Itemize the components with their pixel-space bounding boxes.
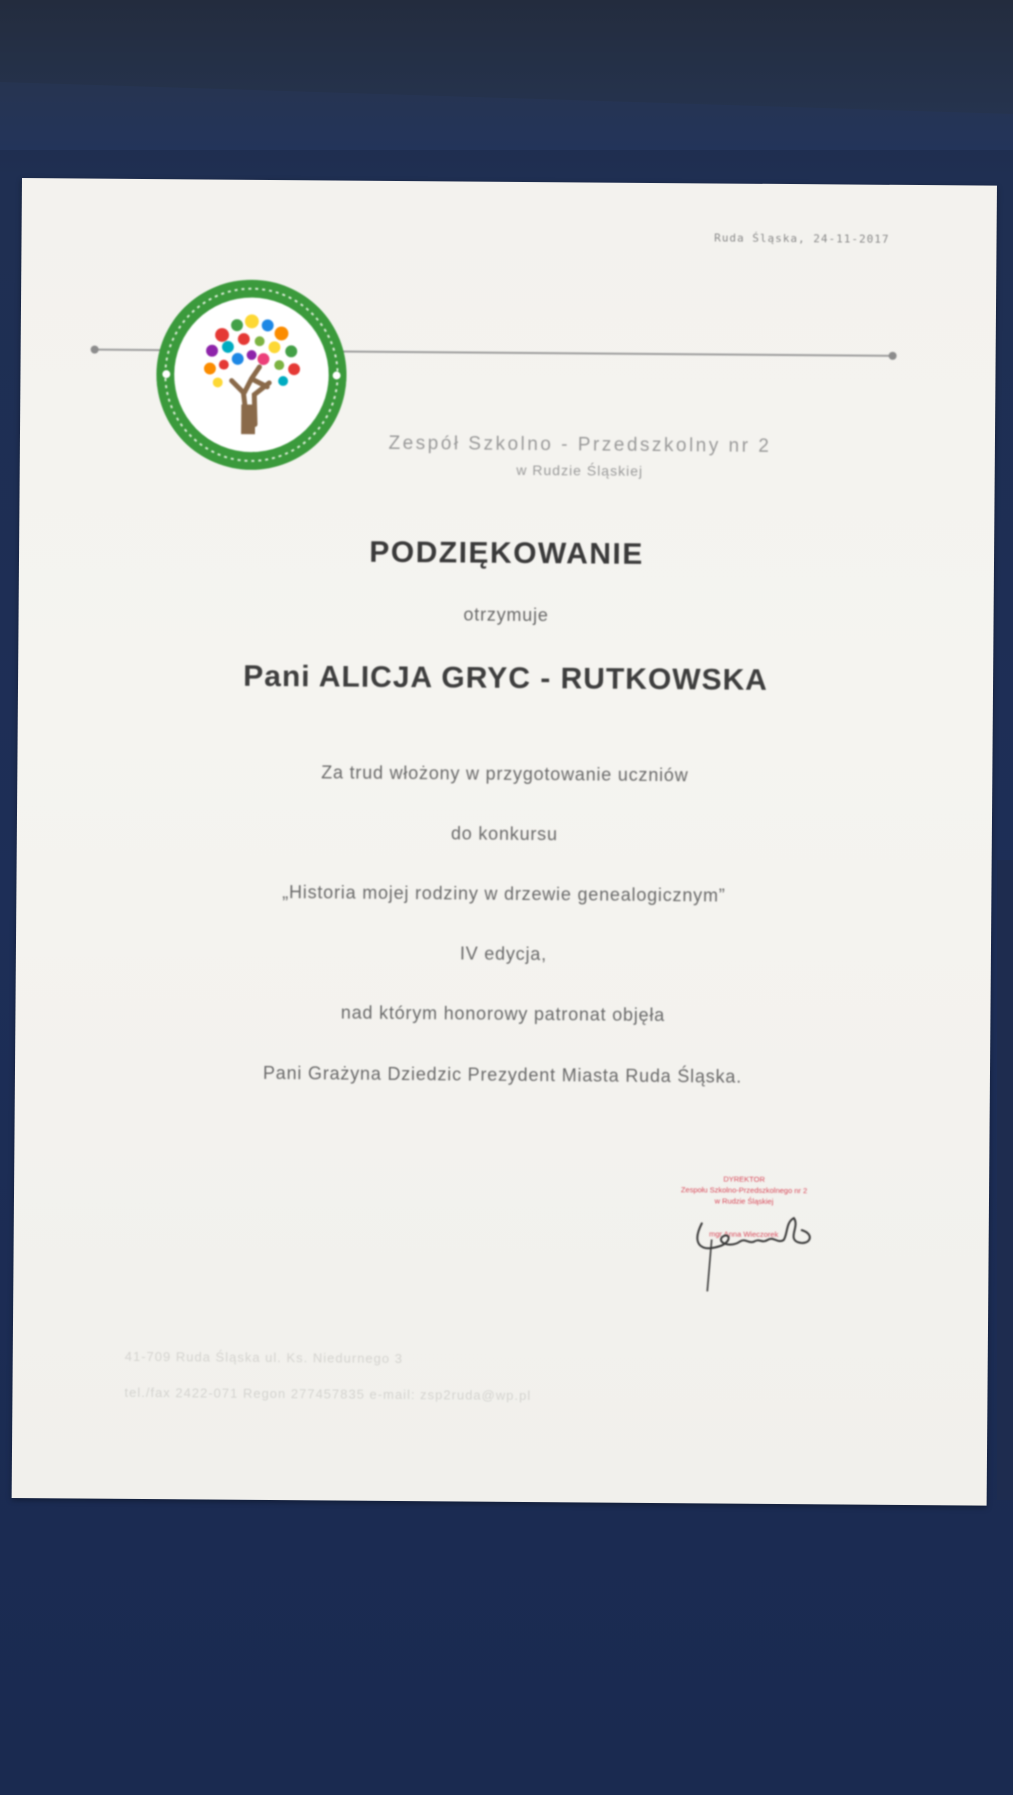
body-line: nad którym honorowy patronat objęła: [340, 1002, 666, 1026]
certificate-title: PODZIĘKOWANIE: [369, 535, 644, 571]
edition: IV edycja,: [459, 943, 548, 965]
stamp-line: Zespołu Szkolno-Przedszkolnego nr 2: [680, 1185, 808, 1196]
recipient-name: Pani ALICJA GRYC - RUTKOWSKA: [243, 659, 769, 697]
footer-contact: tel./fax 2422-071 Regon 277457835 e-mail: zsp2ruda@wp.pl: [124, 1384, 532, 1404]
school-name: Zespół Szkolno - Przedszkolny nr 2: [388, 432, 772, 457]
folder-edge: [997, 860, 1013, 1500]
stamp-line: mgr Anna Wieczorek: [709, 1229, 779, 1239]
school-town: w Rudzie Śląskiej: [516, 461, 644, 479]
body-line: Za trud włożony w przygotowanie uczniów: [321, 762, 689, 786]
receives-label: otrzymuje: [463, 604, 549, 626]
certificate-paper: [12, 178, 997, 1506]
footer-address: 41-709 Ruda Śląska ul. Ks. Niedurnego 3: [124, 1348, 404, 1367]
rule-right-dot: [889, 352, 897, 360]
patron: Pani Grażyna Dziedzic Prezydent Miasta Ruda Śląska.: [262, 1062, 743, 1087]
contest-name: „Historia mojej rodziny w drzewie genealogicznym”: [282, 882, 726, 906]
rule-left-dot: [91, 346, 99, 354]
signature: [681, 1203, 862, 1294]
certificate-date: Ruda Śląska, 24-11-2017: [714, 231, 890, 246]
stamp-line: w Rudzie Śląskiej: [714, 1196, 774, 1206]
stamp-line: DYREKTOR: [723, 1174, 765, 1184]
body-line: do konkursu: [450, 823, 558, 845]
